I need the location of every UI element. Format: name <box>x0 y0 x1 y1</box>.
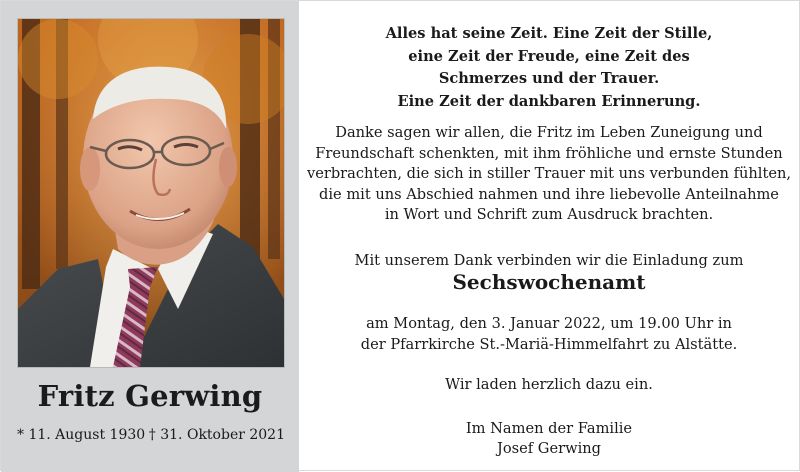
mass-detail-line: am Montag, den 3. Januar 2022, um 19.00 Uhr in <box>366 315 732 332</box>
family-signature <box>299 419 799 459</box>
thanks-line: in Wort und Schrift zum Ausdruck brachten. <box>384 206 714 223</box>
deceased-name: Fritz Gerwing <box>37 379 263 413</box>
thanks-line: Freundschaft schenkten, mit ihm fröhliche und ernste Stunden <box>315 144 783 162</box>
thanks-line: die mit uns Abschied nahmen und ihre liebevolle Anteilnahme <box>319 185 779 203</box>
quote-block <box>299 23 799 113</box>
mass-details <box>299 314 799 355</box>
signature-line: Im Namen der Familie <box>465 420 633 437</box>
thanks-block <box>299 123 799 226</box>
invitation-closing: Wir laden herzlich dazu ein. <box>445 376 653 393</box>
quote-line: Schmerzes und der Trauer. <box>438 70 660 87</box>
portrait-panel <box>1 1 299 472</box>
quote-line: eine Zeit der Freude, eine Zeit des <box>408 47 690 65</box>
text-panel <box>299 1 799 472</box>
mass-detail-line: der Pfarrkirche St.-Mariä-Himmelfahrt zu Alstätte. <box>360 335 738 353</box>
thanks-line: verbrachten, die sich in stiller Trauer mit uns verbunden fühlten, <box>306 165 791 182</box>
portrait-illustration <box>18 19 284 367</box>
signature-line: Josef Gerwing <box>497 440 601 457</box>
invitation-intro: Mit unserem Dank verbinden wir die Einladung zum <box>354 252 744 269</box>
quote-line: Alles hat seine Zeit. Eine Zeit der Stille, <box>385 25 713 42</box>
thanks-line: Danke sagen wir allen, die Fritz im Leben Zuneigung und <box>335 124 763 141</box>
life-dates <box>17 427 285 443</box>
birth-date: * 11. August 1930 <box>17 427 146 443</box>
mass-title: Sechswochenamt <box>452 270 646 294</box>
quote-line: Eine Zeit der dankbaren Erinnerung. <box>397 92 701 110</box>
death-date: † 31. Oktober 2021 <box>148 427 285 443</box>
portrait-photo <box>17 18 285 368</box>
